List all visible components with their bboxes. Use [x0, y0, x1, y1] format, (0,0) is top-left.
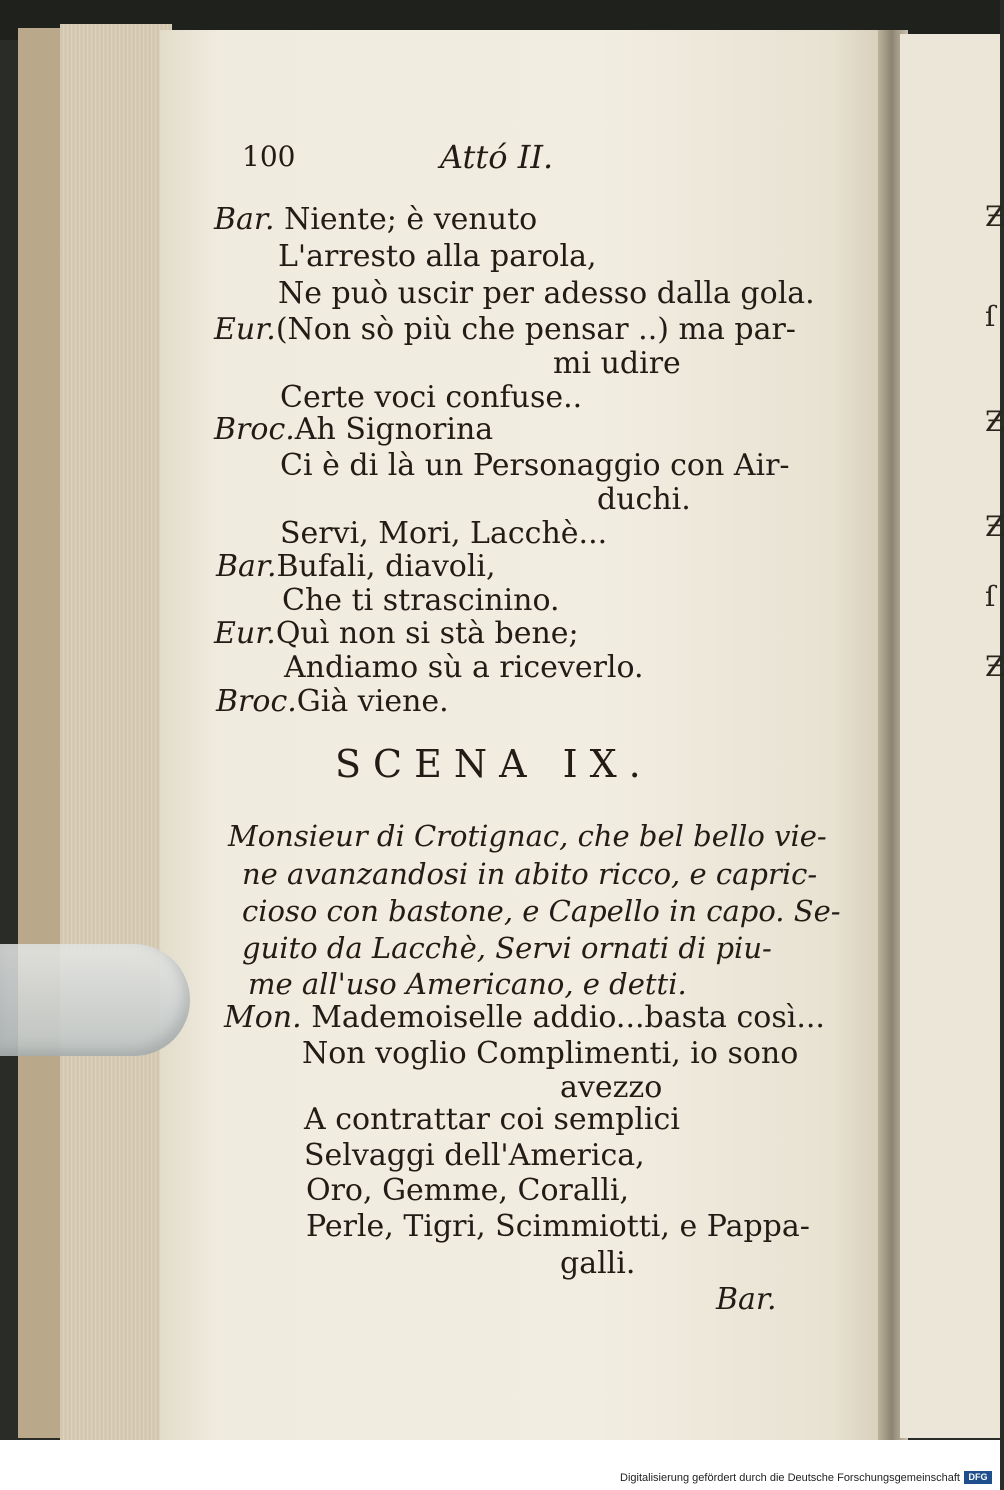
- speaker: Bar.: [214, 202, 275, 237]
- speaker: Eur.: [214, 312, 276, 347]
- speaker: Eur.: [214, 616, 276, 651]
- dialogue-line: Andiamo sù a riceverlo.: [284, 650, 644, 685]
- speaker: Mon.: [224, 1000, 302, 1035]
- running-title: Attó II.: [440, 138, 554, 176]
- stage-direction-line: cioso con bastone, e Capello in capo. Se-: [242, 894, 841, 928]
- dialogue-line: A contrattar coi semplici: [304, 1102, 680, 1137]
- dialogue-line: Mon. Mademoiselle addio...basta così...: [224, 1000, 825, 1035]
- facing-page-glyph: ſ: [985, 580, 996, 613]
- speaker: Broc.: [214, 412, 295, 447]
- dialogue-line: Broc.Ah Signorina: [214, 412, 494, 447]
- stage-direction-line: Monsieur di Crotignac, che bel bello vie-: [228, 819, 827, 853]
- dialogue-line: Ci è di là un Personaggio con Air-: [280, 448, 790, 483]
- stage-direction-line: guito da Lacchè, Servi ornati di piu-: [242, 931, 772, 965]
- facing-page-glyph: Ƶ: [985, 650, 1004, 683]
- dialogue-line: duchi.: [597, 482, 691, 517]
- dialogue-line: Oro, Gemme, Coralli,: [306, 1173, 630, 1208]
- dialogue-line: Broc.Già viene.: [216, 684, 449, 719]
- dialogue-line: galli.: [560, 1246, 636, 1281]
- stage-direction-line: ne avanzandosi in abito ricco, e capric-: [242, 857, 818, 891]
- dialogue-line: Bar. Niente; è venuto: [214, 202, 538, 237]
- dialogue-line: Selvaggi dell'America,: [304, 1138, 645, 1173]
- dialogue-line: Ne può uscir per adesso dalla gola.: [278, 276, 815, 311]
- dfg-logo: DFG: [964, 1471, 992, 1484]
- dialogue-line: Servi, Mori, Lacchè...: [280, 516, 608, 551]
- scene-heading: SCENA IX.: [335, 742, 653, 786]
- dialogue-line: Eur.Quì non si stà bene;: [214, 616, 579, 651]
- dialogue-line: Non voglio Complimenti, io sono: [302, 1036, 799, 1071]
- facing-page-glyph: Ƶ: [985, 405, 1004, 438]
- dialogue-line: Perle, Tigri, Scimmiotti, e Pappa-: [306, 1209, 810, 1244]
- facing-page-glyph: ſ: [985, 300, 996, 333]
- catchword: Bar.: [716, 1282, 777, 1317]
- dialogue-line: Certe voci confuse..: [280, 380, 583, 415]
- digitization-credit: Digitalisierung gefördert durch die Deutsche Forschungsgemeinschaft: [620, 1472, 960, 1484]
- dialogue-line: L'arresto alla parola,: [278, 239, 597, 274]
- dialogue-line: Bar.Bufali, diavoli,: [216, 549, 496, 584]
- facing-page-glyph: Ƶ: [985, 510, 1004, 543]
- facing-page-fragment: [900, 34, 1000, 1438]
- speaker: Bar.: [216, 549, 277, 584]
- dialogue-line: avezzo: [560, 1070, 663, 1105]
- dialogue-line: Che ti strascinino.: [282, 583, 560, 618]
- stage-direction-line: me all'uso Americano, e detti.: [248, 967, 687, 1001]
- dialogue-line: mi udire: [553, 346, 681, 381]
- page-edges: [60, 24, 172, 1444]
- dialogue-line: Eur.(Non sò più che pensar ..) ma par-: [214, 312, 796, 347]
- facing-page-glyph: Ƶ: [985, 200, 1004, 233]
- page-number: 100: [242, 140, 296, 173]
- speaker: Broc.: [216, 684, 297, 719]
- glass-page-weight: [0, 944, 190, 1056]
